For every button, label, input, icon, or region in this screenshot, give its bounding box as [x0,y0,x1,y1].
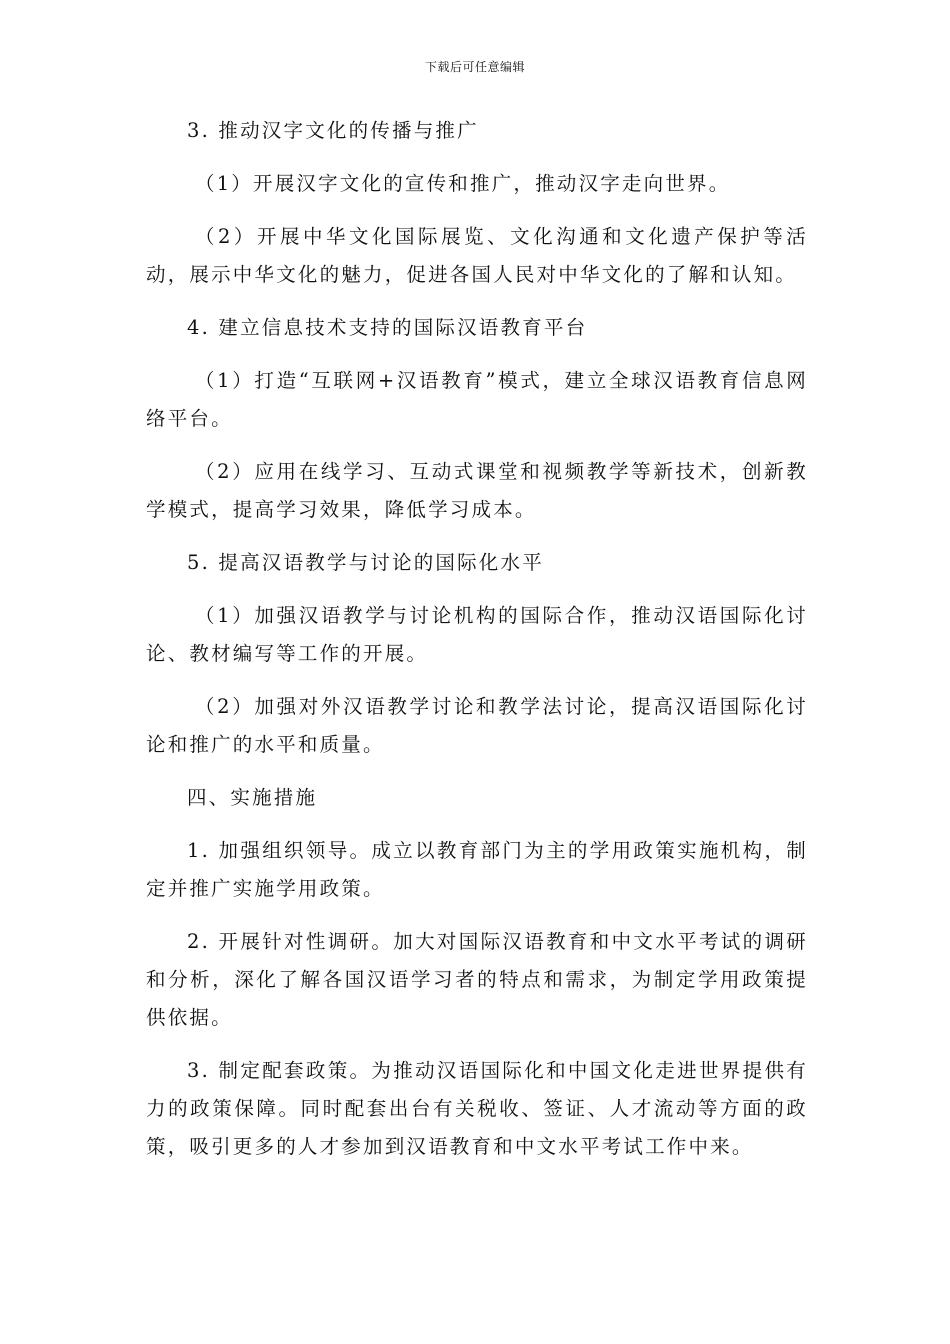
paragraph: （1）开展汉字文化的宣传和推广，推动汉字走向世界。 [195,172,731,195]
paragraph: （1）加强汉语教学与讨论机构的国际合作，推动汉语国际化讨论、教材编写等工作的开展。 [146,604,808,665]
paragraph: （1）打造“互联网+汉语教育”模式，建立全球汉语教育信息网络平台。 [146,369,808,430]
heading-3: 3. 推动汉字文化的传播与推广 [187,119,479,142]
section-heading: 四、实施措施 [187,786,318,809]
measure-item: 3. 制定配套政策。为推动汉语国际化和中国文化走进世界提供有力的政策保障。同时配套出台有关税收、签证、人才流动等方面的政策，吸引更多的人才参加到汉语教育和中文水平考试工作中来。 [146,1059,808,1158]
heading-4: 4. 建立信息技术支持的国际汉语教育平台 [187,316,588,339]
paragraph: （2）开展中华文化国际展览、文化沟通和文化遗产保护等活动，展示中华文化的魅力，促进各国人民对中华文化的了解和认知。 [146,225,808,286]
measure-item: 2. 开展针对性调研。加大对国际汉语教育和中文水平考试的调研和分析，深化了解各国汉语学习者的特点和需求，为制定学用政策提供依据。 [146,930,808,1029]
measure-item: 1. 加强组织领导。成立以教育部门为主的学用政策实施机构，制定并推广实施学用政策。 [146,839,808,900]
document-body [146,112,808,1166]
header-note: 下载后可任意编辑 [424,60,525,74]
paragraph: （2）应用在线学习、互动式课堂和视频教学等新技术，创新教学模式，提高学习效果，降低学习成本。 [146,460,808,521]
heading-5: 5. 提高汉语教学与讨论的国际化水平 [187,551,544,574]
paragraph: （2）加强对外汉语教学讨论和教学法讨论，提高汉语国际化讨论和推广的水平和质量。 [146,695,808,756]
